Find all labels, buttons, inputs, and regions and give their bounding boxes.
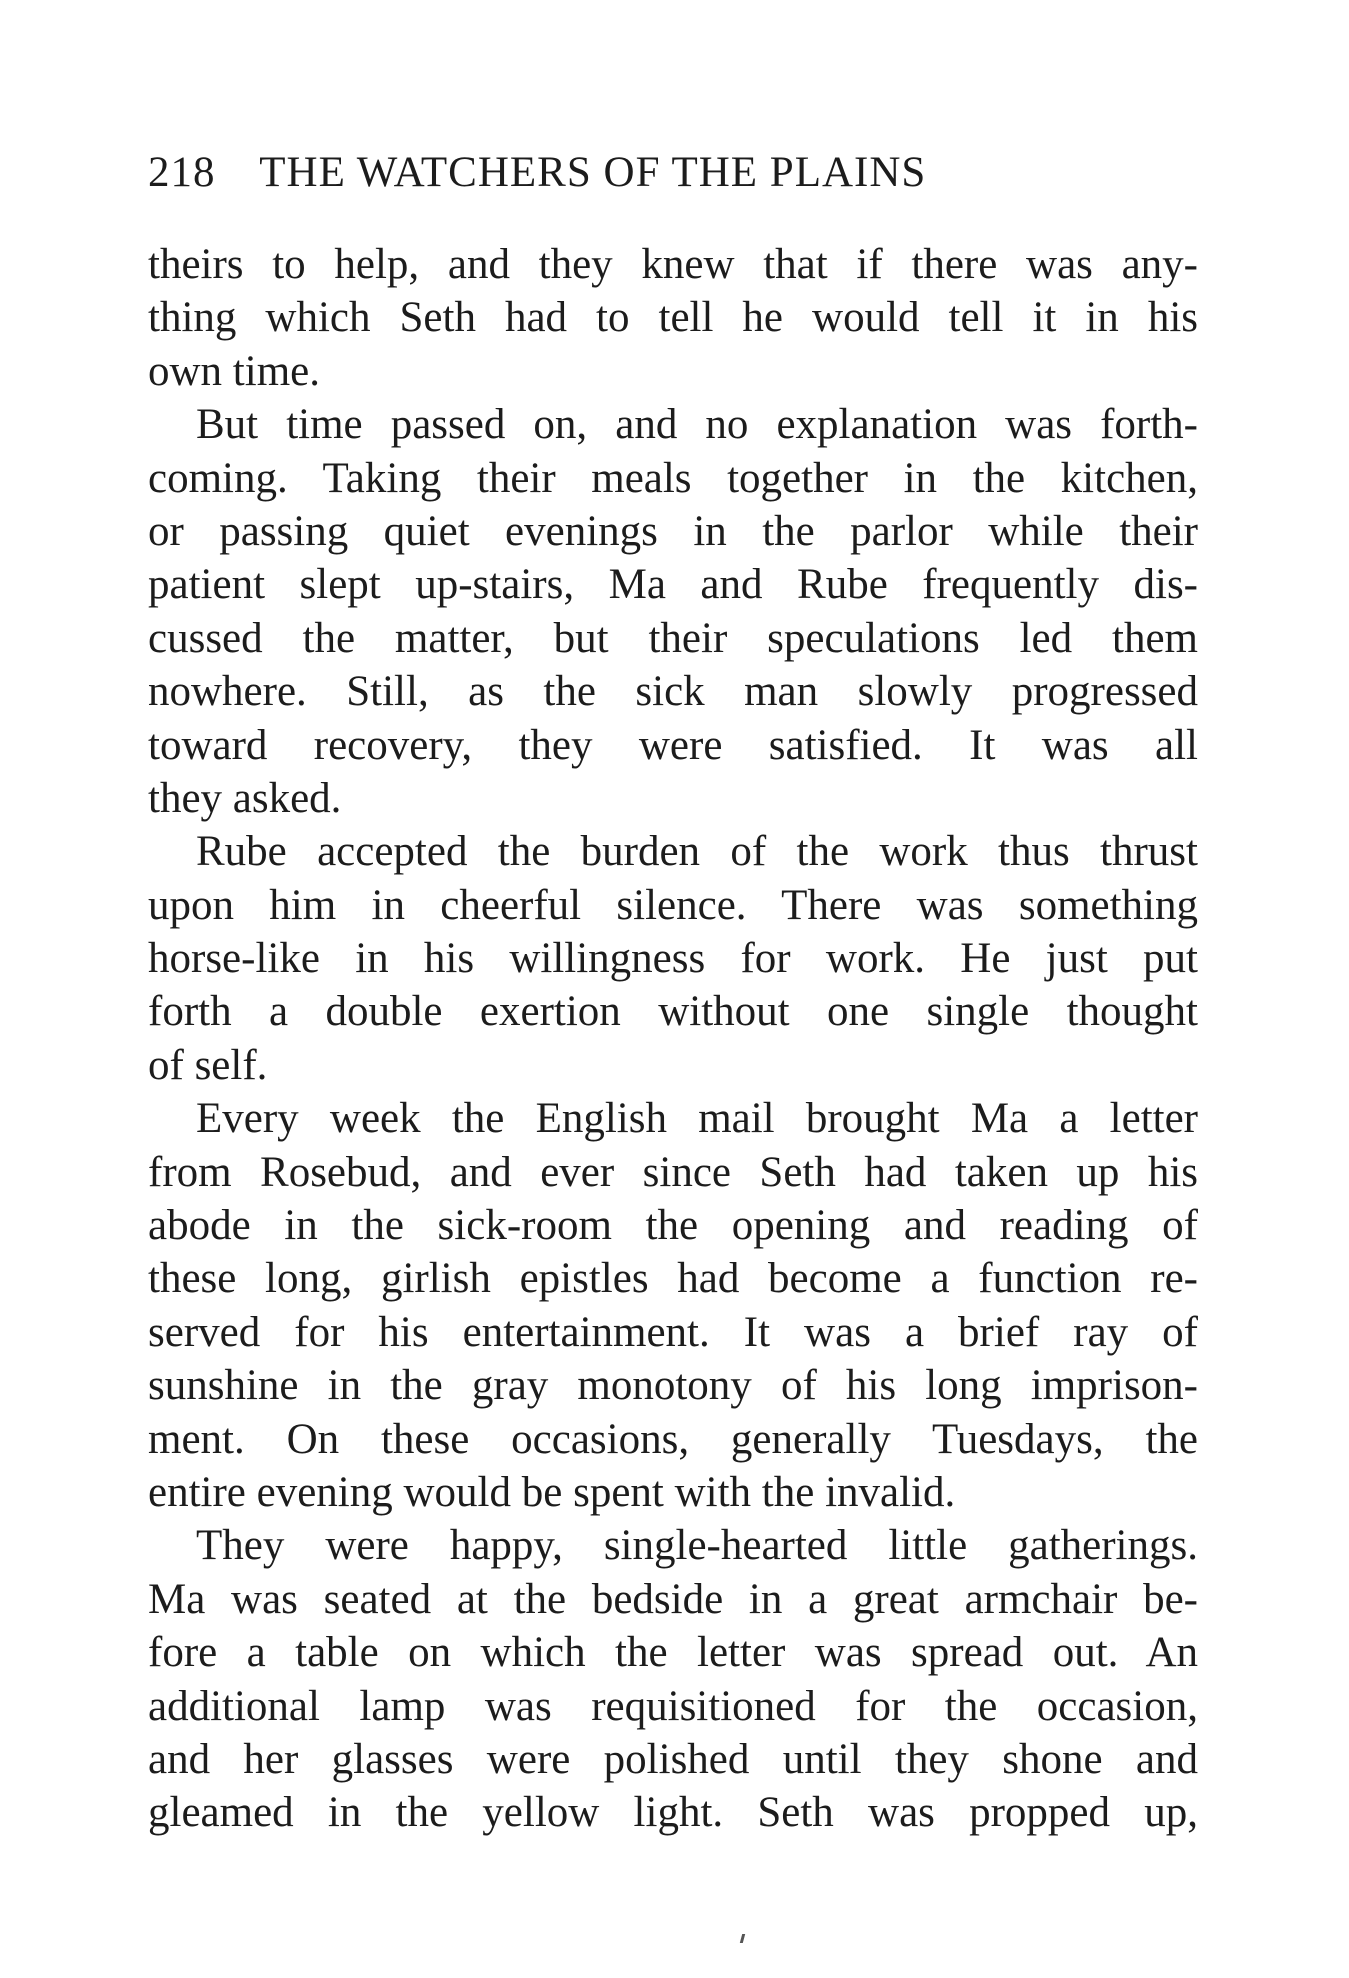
text-line: abode in the sick-room the opening and reading of xyxy=(148,1202,1198,1250)
text-line: and her glasses were polished until they shone and xyxy=(148,1735,1198,1783)
text-line: additional lamp was requisitioned for the occasion, xyxy=(148,1682,1198,1730)
running-head xyxy=(148,148,1198,198)
text-line: cussed the matter, but their speculations led them xyxy=(148,614,1198,662)
text-line: forth a double exertion without one single thought xyxy=(148,988,1198,1036)
text-line: But time passed on, and no explanation was forth- xyxy=(196,401,1198,449)
text-line: nowhere. Still, as the sick man slowly progressed xyxy=(148,668,1198,716)
print-speck xyxy=(740,1934,745,1943)
text-line: own time. xyxy=(148,347,320,395)
text-line: from Rosebud, and ever since Seth had taken up his xyxy=(148,1148,1198,1196)
text-line: sunshine in the gray monotony of his long imprison- xyxy=(148,1362,1198,1410)
text-line: thing which Seth had to tell he would tell it in his xyxy=(148,294,1198,342)
text-line: They were happy, single-hearted little gatherings. xyxy=(196,1522,1198,1570)
text-line: patient slept up-stairs, Ma and Rube frequently dis- xyxy=(148,561,1198,609)
text-line: these long, girlish epistles had become a function re- xyxy=(148,1255,1198,1303)
text-line: upon him in cheerful silence. There was something xyxy=(148,881,1198,929)
page-number: 218 xyxy=(148,149,216,196)
text-line: of self. xyxy=(148,1041,268,1089)
text-line: Rube accepted the burden of the work thus thrust xyxy=(196,828,1198,876)
text-line: horse-like in his willingness for work. He just put xyxy=(148,935,1198,983)
body-text xyxy=(148,238,1198,1840)
text-line: theirs to help, and they knew that if there was any- xyxy=(148,241,1198,288)
text-line: coming. Taking their meals together in the kitchen, xyxy=(148,454,1198,502)
text-line: served for his entertainment. It was a brief ray of xyxy=(148,1308,1198,1356)
text-line: ment. On these occasions, generally Tuesdays, the xyxy=(148,1415,1198,1463)
text-line: Ma was seated at the bedside in a great armchair be- xyxy=(148,1575,1198,1623)
text-line: they asked. xyxy=(148,774,342,822)
text-line: toward recovery, they were satisfied. It was all xyxy=(148,721,1198,769)
running-title: THE WATCHERS OF THE PLAINS xyxy=(259,149,927,196)
text-line: entire evening would be spent with the invalid. xyxy=(148,1468,956,1516)
text-line: gleamed in the yellow light. Seth was propped up, xyxy=(148,1789,1198,1837)
text-line: Every week the English mail brought Ma a letter xyxy=(196,1095,1198,1143)
text-line: or passing quiet evenings in the parlor while their xyxy=(148,507,1198,555)
text-line: fore a table on which the letter was spread out. An xyxy=(148,1629,1198,1677)
